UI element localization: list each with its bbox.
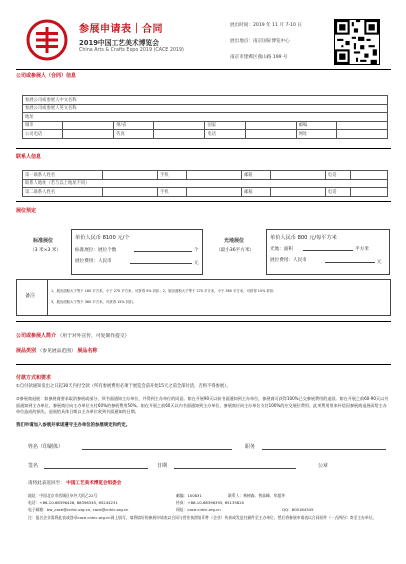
company-en-name-field[interactable]: 参展公司或参展人英文名称 bbox=[23, 104, 388, 113]
raw-space-size: （最小36平方米） bbox=[216, 248, 255, 253]
organizer-name: 中国工艺美术博览会组委会 bbox=[66, 481, 122, 486]
payment-terms-1: ①自付款通知发出之日起30天内付全款（所有参展费用必须于展览会前开始15天之前全部付清，否则不得参展）。 bbox=[16, 384, 231, 389]
divider bbox=[47, 280, 48, 315]
exhibit-name-title: 展品名称 bbox=[77, 348, 98, 354]
contact1-name-label: 第一联系人姓名 bbox=[23, 171, 103, 180]
position-label: 职务 bbox=[245, 444, 256, 450]
form-title: 参展申请表｜合同 bbox=[79, 24, 163, 35]
contact1-mobile-field[interactable] bbox=[187, 171, 242, 180]
contact1-tel-field[interactable] bbox=[351, 171, 388, 180]
applicant-commitment: 我们申请加入参展并承诺遵守主办单位的参展规定和约定。 bbox=[16, 423, 131, 428]
contact1-email-field[interactable] bbox=[271, 171, 326, 180]
signature-label: 签名 bbox=[28, 463, 39, 469]
section-booth-title: 展位预定 bbox=[16, 208, 37, 214]
phone-field[interactable] bbox=[245, 130, 296, 139]
tel-label: 电话 bbox=[325, 188, 351, 197]
organizer-address: 地址：中国北京市西城区阜外大街乙22号 bbox=[28, 493, 98, 498]
email-label: 邮箱 bbox=[241, 188, 270, 197]
return-to-row bbox=[28, 480, 121, 486]
city-label: 城市 bbox=[23, 121, 63, 130]
tel-label: 电话 bbox=[325, 171, 351, 180]
notes-box bbox=[16, 279, 391, 316]
organizer-contacts: 联系人：林树森、曾高峰、牟超华 bbox=[228, 493, 285, 498]
name-label: 姓名（印刷体） bbox=[28, 444, 64, 450]
company-phone-label: 公司电话 bbox=[23, 130, 63, 139]
section-contact-title: 联系人信息 bbox=[16, 154, 42, 160]
country-label: 国家 bbox=[205, 121, 245, 130]
organizer-qq: QQ：800184345 bbox=[282, 507, 314, 512]
expo-address: 南京市建邺区燕山路 199 号 bbox=[230, 55, 288, 60]
contact2-name-field[interactable] bbox=[103, 188, 158, 197]
date-label: 日期 bbox=[157, 463, 168, 469]
divider bbox=[16, 201, 391, 202]
fax-label: 传真 bbox=[114, 130, 154, 139]
divider bbox=[16, 364, 391, 365]
standard-booth-size: （3 米×3 米） bbox=[30, 248, 61, 253]
standard-booth-fee-label: 展位费用：人民币 bbox=[75, 259, 112, 264]
raw-space-box bbox=[266, 229, 390, 275]
discount-note-2: 3、展出面积大于等于 360 平方米，可获得 15% 折扣。 bbox=[51, 300, 136, 304]
contact2-tel-field[interactable] bbox=[351, 188, 388, 197]
expo-name-en: China Arts & Crafts Expo 2019 (CACE 2019) bbox=[79, 48, 184, 53]
position-field[interactable] bbox=[262, 449, 386, 450]
organizer-phone: 电话：+86-10-68396428, 68396345, 65244231 bbox=[28, 500, 118, 505]
submission-note: 注：报名企业需将此表或登录cace.cnhic.org.cn网上填写。请将填好的参展申请表以合同与营业执照复印件（企业）传真或发送扫描件至主办单位，然后将参展申请表以合同原件（一式两份）寄至主办单位。 bbox=[28, 515, 377, 520]
mobile-label: 手机 bbox=[158, 171, 187, 180]
raw-space-title: 光地展位 bbox=[224, 238, 245, 244]
organizer-fax: 传真：+86-10-68396355, 65135820 bbox=[176, 500, 245, 505]
contact1-name-field[interactable] bbox=[103, 171, 158, 180]
section-category-title: 展品类别 bbox=[16, 348, 37, 354]
section-profile-title: 公司或参展人简介 bbox=[16, 333, 57, 339]
contact-address-field[interactable]: 联系人地址（若与以上地址不同） bbox=[23, 179, 388, 188]
discount-note-1: 1、展出面积大于等于 180 平方米，小于 270 平方米，可获得 5% 折扣；2、展出面积大于等于 270 平方米，小于 360 平方米，可获得 10% 折扣； bbox=[51, 289, 277, 293]
email-label: 邮箱 bbox=[241, 171, 270, 180]
notes-label: 备注 bbox=[25, 293, 36, 299]
expo-venue: 展出地点：南京国际博览中心 bbox=[230, 39, 290, 44]
contact2-email-field[interactable] bbox=[271, 188, 326, 197]
raw-space-area-field[interactable] bbox=[303, 250, 353, 251]
company-profile-row bbox=[16, 332, 129, 339]
company-info-table bbox=[22, 95, 388, 139]
country-field[interactable] bbox=[245, 121, 296, 130]
sqm-label: 平方米 bbox=[355, 247, 369, 252]
mobile-label: 手机 bbox=[158, 188, 187, 197]
postcode-label: 邮编 bbox=[296, 121, 336, 130]
standard-booth-price: 单价人民币 8100 元/个 bbox=[75, 235, 130, 241]
category-hint: （参见展品范围） bbox=[37, 349, 76, 354]
payment-terms-2: ②参展商退展：如参展商要求取消参展或部分，须书面通知主办单位，并得到主办单位的同意。如在开展90天以前书面通知到主办单位，参展商可获得100%已交参展费用的退款。如在开展之前60-90天以书面通知到主办单位，参展商应向主办单位支付60%的参展费用50%。如在开展之前60天以内书面通知到主办单位，参展商应向主办单位支付100%的应交展位费用。此项费用用来补偿因参展商退展而给主办单位造成的损失。退展的具体日期以主办单位收到书面通知的日期。 bbox=[16, 396, 389, 415]
website-label: 网址 bbox=[296, 130, 336, 139]
fax-field[interactable] bbox=[154, 130, 205, 139]
signature-field[interactable] bbox=[44, 468, 148, 469]
company-phone-field[interactable] bbox=[63, 130, 114, 139]
raw-space-fee-field[interactable] bbox=[325, 262, 375, 263]
seal-label: 公章 bbox=[318, 463, 329, 469]
expo-dates: 展出时间：2019 年 11 月 7-10 日 bbox=[230, 23, 303, 28]
raw-space-fee-label: 展位费用：人民币 bbox=[270, 258, 307, 263]
organizer-website[interactable]: 网址：cace.cnhic.org.cn bbox=[176, 507, 221, 512]
section-payment-title: 付款方式和要求 bbox=[16, 375, 52, 381]
province-field[interactable] bbox=[154, 121, 205, 130]
name-field[interactable] bbox=[82, 449, 232, 450]
company-cn-name-field[interactable]: 参展公司或参展人中文名称 bbox=[23, 96, 388, 105]
standard-booth-fee-field[interactable] bbox=[130, 263, 192, 264]
return-intro: 请将此表返回至： bbox=[28, 481, 65, 486]
unit-label: 个 bbox=[194, 248, 199, 253]
province-label: 州/省 bbox=[114, 121, 154, 130]
date-field[interactable] bbox=[174, 468, 296, 469]
organizer-email[interactable]: 电子邮箱：bw_cace@cnhic.org.cn, cace@cnhic.org.cn bbox=[28, 507, 129, 512]
raw-space-price: 单价人民币 800 元/每平方米 bbox=[270, 235, 337, 241]
qr-code-icon bbox=[334, 19, 380, 65]
organizer-postcode: 邮编：100831 bbox=[176, 493, 202, 498]
address-field[interactable]: 地址 bbox=[23, 113, 388, 122]
postcode-field[interactable] bbox=[336, 121, 387, 130]
raw-space-area-label: 光地：面积 bbox=[270, 247, 293, 252]
yuan-label: 元 bbox=[194, 261, 199, 266]
standard-booth-count-field[interactable] bbox=[134, 251, 192, 252]
section-company-title: 公司或参展人（合同）信息 bbox=[16, 73, 77, 79]
standard-booth-box bbox=[71, 229, 203, 275]
standard-booth-count-label: 标准展位：展位个数 bbox=[75, 248, 117, 253]
contact2-mobile-field[interactable] bbox=[187, 188, 242, 197]
expo-logo-icon bbox=[26, 19, 68, 61]
contact-info-table bbox=[22, 170, 388, 197]
expo-name-cn: 2019中国工艺美术博览会 bbox=[79, 39, 160, 47]
website-field[interactable] bbox=[336, 130, 387, 139]
divider bbox=[16, 321, 391, 322]
standard-booth-title: 标准展位 bbox=[33, 238, 54, 244]
divider bbox=[16, 69, 391, 70]
divider bbox=[16, 148, 391, 149]
exhibit-category-row bbox=[16, 347, 97, 354]
phone-label: 电话 bbox=[205, 130, 245, 139]
yuan-label: 元 bbox=[377, 260, 382, 265]
profile-hint: （用于对外宣传，可复制作提交） bbox=[57, 334, 130, 339]
city-field[interactable] bbox=[63, 121, 114, 130]
contact2-name-label: 第二联系人姓名 bbox=[23, 188, 103, 197]
